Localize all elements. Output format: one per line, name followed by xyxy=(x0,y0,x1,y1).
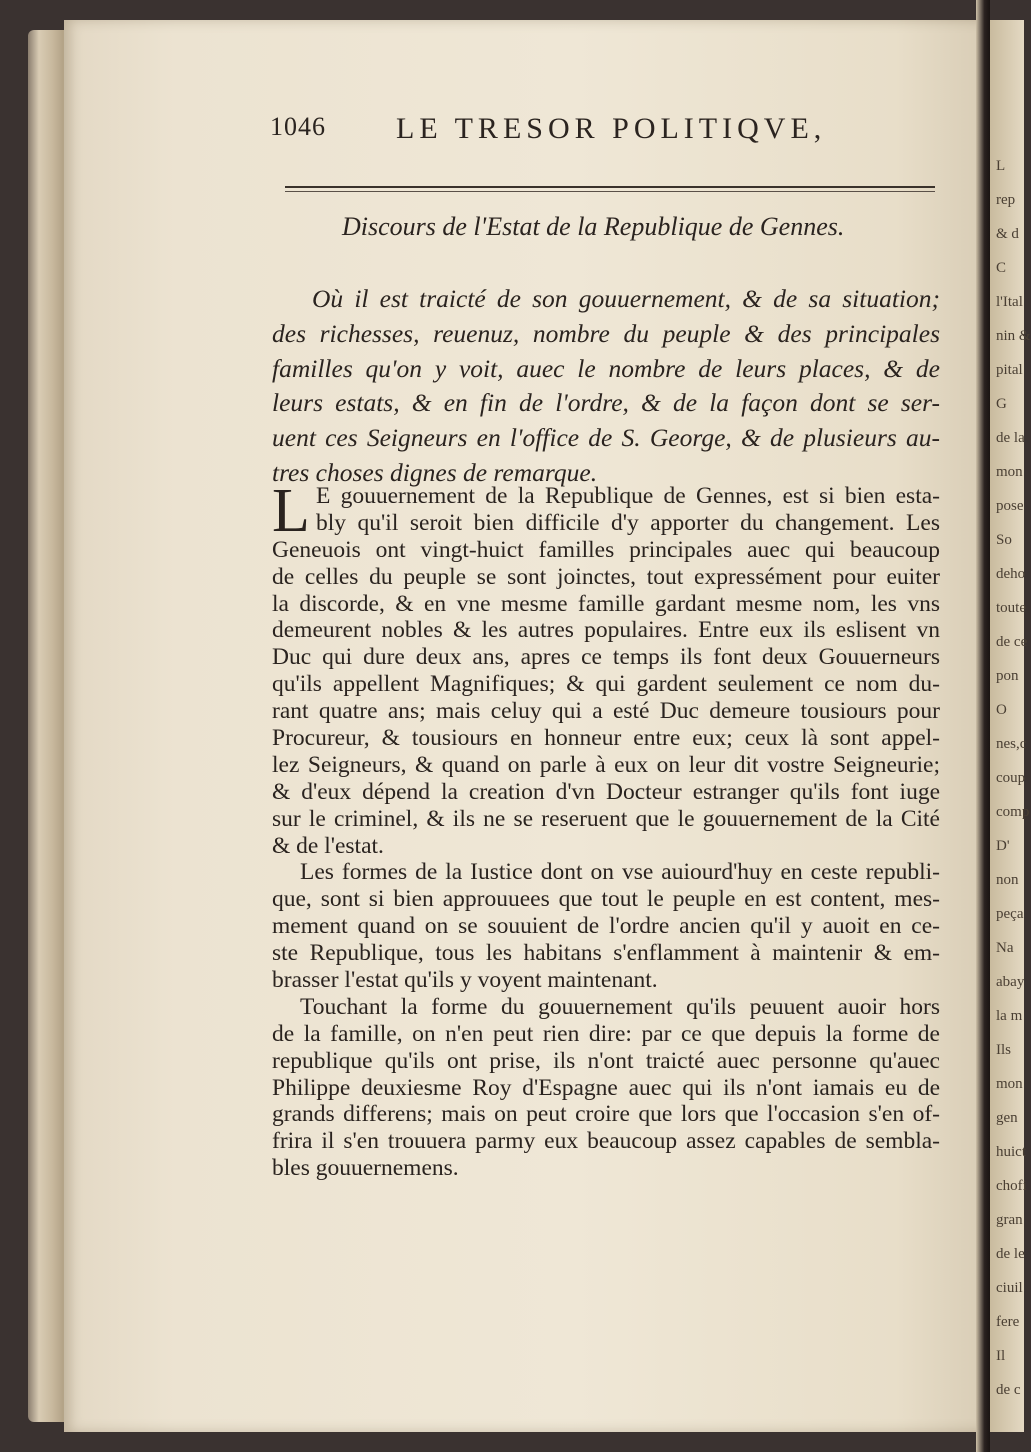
body-line: E gouuernement de la Republique de Gennes, est si bien esta- xyxy=(316,483,940,509)
facing-page-word: pon xyxy=(996,668,1019,684)
body-line: Touchant la forme du gouuernement qu'ils peuuent auoir hors xyxy=(300,993,940,1020)
facing-page-word: abay xyxy=(996,974,1025,990)
facing-page-word: pose xyxy=(996,498,1024,514)
header-rule xyxy=(285,186,935,188)
facing-page-word: de le xyxy=(996,1246,1025,1262)
summary-line: Où il est traicté de son gouuernement, & de sa situation; xyxy=(312,284,940,313)
facing-page-word: gen xyxy=(996,1110,1018,1126)
drop-cap: L xyxy=(272,477,310,545)
facing-page-word: L xyxy=(996,158,1006,174)
facing-page-word: deho xyxy=(996,566,1026,582)
body-line: republique qu'ils ont prise, ils n'ont traicté auec personne qu'auec xyxy=(272,1047,940,1074)
facing-page-word: coup xyxy=(996,770,1026,786)
facing-page-word: C xyxy=(996,260,1007,276)
body-line: rant quatre ans; mais celuy qui a esté Duc demeure tousiours pour xyxy=(272,698,940,725)
book-gutter xyxy=(976,0,990,1452)
facing-page-word: nin & xyxy=(996,328,1031,344)
body-line: grands differens; mais on peut croire que lors que l'occasion s'en of- xyxy=(272,1101,940,1128)
facing-page-word: non xyxy=(996,872,1019,888)
running-title: LE TRESOR POLITIQVE, xyxy=(396,112,827,145)
facing-page-word: toute xyxy=(996,600,1026,616)
facing-page-fragment xyxy=(990,20,1031,1432)
body-line: brasser l'estat qu'ils y voyent maintenant. xyxy=(272,967,658,994)
chapter-heading: Discours de l'Estat de la Republique de Gennes. xyxy=(342,212,845,241)
body-line: frira il s'en trouuera parmy eux beaucoup assez capables de sembla- xyxy=(272,1128,940,1155)
body-line: qu'ils appellent Magnifiques; & qui gardent seulement ce nom du- xyxy=(272,671,940,698)
facing-page-word: O xyxy=(996,702,1007,718)
facing-page-word: D' xyxy=(996,838,1010,854)
body-line: & d'eux dépend la creation d'vn Docteur estranger qu'ils font iuge xyxy=(272,778,940,805)
body-line: que, sont si bien approuuees que tout le peuple en est content, mes- xyxy=(272,886,940,913)
facing-page-word: rep xyxy=(996,192,1016,208)
body-line: de la famille, on n'en peut rien dire: par ce que depuis la forme de xyxy=(272,1020,940,1047)
body-line: lez Seigneurs, & quand on parle à eux on leur dit vostre Seigneurie; xyxy=(272,751,940,778)
body-line: sur le criminel, & ils ne se reseruent que le gouuernement de la Cité xyxy=(272,805,940,832)
facing-page-word: mon xyxy=(996,1076,1023,1092)
facing-page-word: de ce xyxy=(996,634,1028,650)
body-text xyxy=(272,483,940,1182)
facing-page-word: de c xyxy=(996,1382,1021,1398)
body-line: bly qu'il seroit bien difficile d'y apporter du changement. Les xyxy=(316,509,940,536)
body-line: ste Republique, tous les habitans s'enflamment à maintenir & em- xyxy=(272,940,940,967)
facing-page-word: Ils xyxy=(996,1042,1011,1058)
facing-page-word: peça xyxy=(996,906,1024,922)
facing-page-word: & d xyxy=(996,226,1019,242)
body-line: mement quand on se souuient de l'ordre ancien qu'il y auoit en ce- xyxy=(272,913,940,940)
facing-page-word: fere xyxy=(996,1314,1020,1330)
facing-page-word: ciuil xyxy=(996,1280,1023,1296)
summary-line: des richesses, reuenuz, nombre du peuple & des principales xyxy=(272,318,940,348)
facing-page-word: G xyxy=(996,396,1007,412)
body-line: Duc qui dure deux ans, apres ce temps ils font deux Gouuerneurs xyxy=(272,644,940,671)
chapter-summary xyxy=(272,282,940,491)
page-number: 1046 xyxy=(270,112,326,141)
facing-page-word: pital xyxy=(996,362,1023,378)
facing-page-word: de la xyxy=(996,430,1025,446)
summary-line: uent ces Seigneurs en l'office de S. George, & de plusieurs au- xyxy=(272,423,940,453)
body-line: la discorde, & en vne mesme famille gardant mesme nom, les vns xyxy=(272,590,940,617)
body-line: Procureur, & tousiours en honneur entre eux; ceux là sont appel- xyxy=(272,725,940,752)
facing-page-word: Na xyxy=(996,940,1014,956)
summary-line: leurs estats, & en fin de l'ordre, & de la façon dont se ser- xyxy=(272,388,940,418)
header-rule-thin xyxy=(285,191,935,192)
facing-page-word: comp xyxy=(996,804,1030,820)
body-line: demeurent nobles & les autres populaires. Entre eux ils eslisent vn xyxy=(272,617,940,644)
facing-page-word: la m xyxy=(996,1008,1023,1024)
body-line: Geneuois ont vingt-huict familles principales auec qui beaucoup xyxy=(272,536,940,563)
facing-page-word: mon xyxy=(996,464,1023,480)
facing-page-word: Il xyxy=(996,1348,1006,1364)
facing-page-word: So xyxy=(996,532,1012,548)
facing-page-word: huict xyxy=(996,1144,1026,1160)
summary-line: tres choses dignes de remarque. xyxy=(272,457,598,487)
facing-page-word: chofi xyxy=(996,1178,1027,1194)
facing-page-word: l'Ital xyxy=(996,294,1023,310)
body-line: Les formes de la Iustice dont on vse auiourd'huy en ceste republi- xyxy=(300,859,940,886)
facing-page-word: nes,c xyxy=(996,736,1027,752)
summary-line: familles qu'on y voit, auec le nombre de leurs places, & de xyxy=(272,353,940,383)
body-line: & de l'estat. xyxy=(272,832,384,859)
body-line: de celles du peuple se sont joinctes, tout expressément pour euiter xyxy=(272,563,940,590)
facing-page-word: gran xyxy=(996,1212,1023,1228)
body-line: bles gouuernemens. xyxy=(272,1155,459,1182)
body-line: Philippe deuxiesme Roy d'Espagne auec qui ils n'ont iamais eu de xyxy=(272,1074,940,1101)
